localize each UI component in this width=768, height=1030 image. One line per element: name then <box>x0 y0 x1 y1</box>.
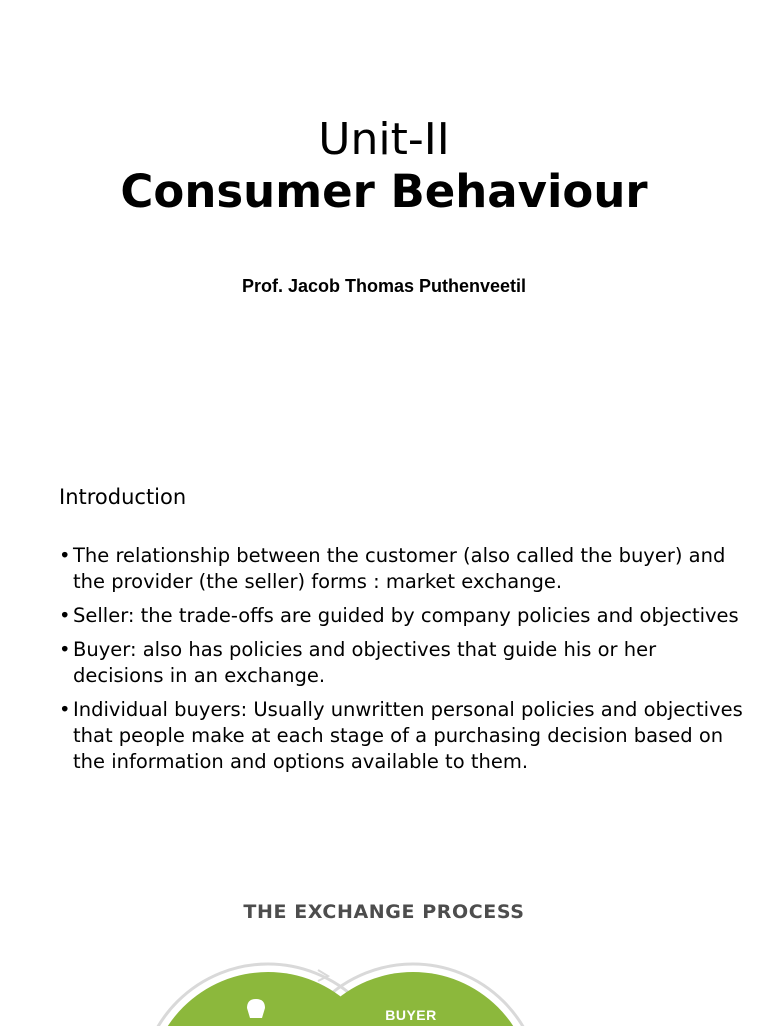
exchange-process-title: THE EXCHANGE PROCESS <box>243 901 525 923</box>
introduction-heading: Introduction <box>59 485 187 509</box>
bullet-item: • Seller: the trade-offs are guided by company policies and objectives <box>59 603 749 629</box>
bullet-item: • Buyer: also has policies and objectives that guide his or her decisions in an exchange. <box>59 637 749 689</box>
introduction-slide <box>0 470 768 1030</box>
bullet-item: • Individual buyers: Usually unwritten personal policies and objectives that people make at each stage of a purchasing decision based on the information and options available to them. <box>59 697 749 775</box>
slide-title: Consumer Behaviour <box>120 165 648 218</box>
bullet-item: • The relationship between the customer (also called the buyer) and the provider (the seller) forms : market exchange. <box>59 543 749 595</box>
buyer-label: BUYER <box>385 1007 437 1023</box>
bullet-list <box>59 543 749 783</box>
person-icon <box>247 999 265 1018</box>
title-slide <box>0 0 768 400</box>
unit-label: Unit-II <box>318 114 450 165</box>
author-name: Prof. Jacob Thomas Puthenveetil <box>241 276 527 296</box>
exchange-process-diagram <box>0 962 768 1026</box>
